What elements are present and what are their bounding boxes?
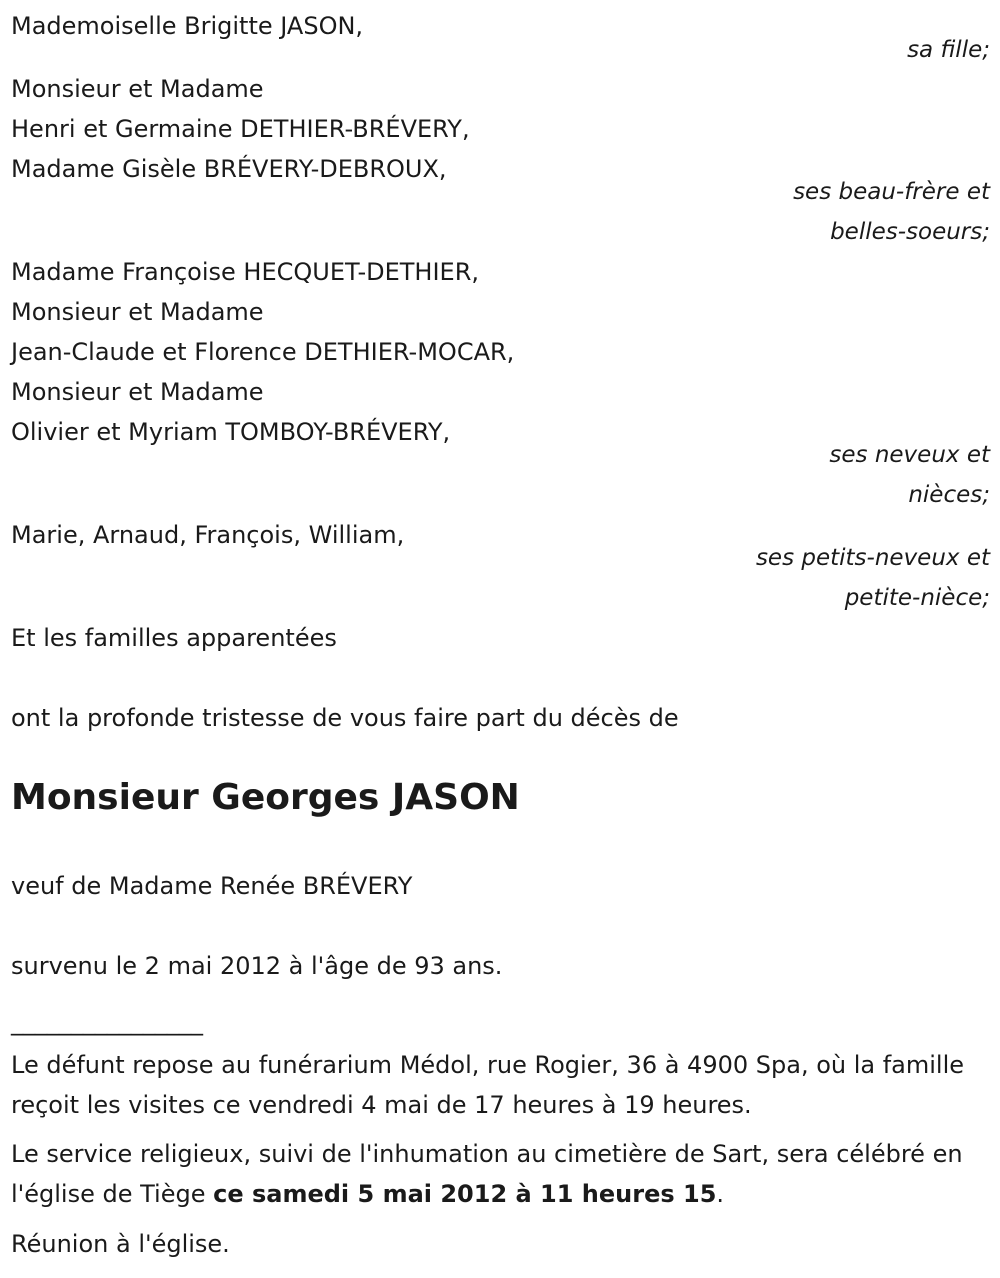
grand-nephew-line: Marie, Arnaud, François, William, [11,521,405,549]
grand-nephew-relation: petite-nièce; [844,585,990,611]
nephew-line: Monsieur et Madame [11,298,264,326]
in-law-line: Madame Gisèle BRÉVERY-DEBROUX, [11,155,447,183]
in-law-relation: belles-soeurs; [830,219,990,245]
service-text: Le service religieux, suivi de l'inhumation au cimetière de Sart, sera célébré en l'église de Tiège [11,1140,963,1208]
widower-text: veuf de Madame Renée BRÉVERY [11,872,413,900]
nephew-relation: ses neveux et [829,442,990,468]
nephew-relation: nièces; [908,482,990,508]
nephew-line: Monsieur et Madame [11,378,264,406]
service-date: ce samedi 5 mai 2012 à 11 heures 15 [213,1180,717,1208]
in-law-line: Monsieur et Madame [11,75,264,103]
nephew-line: Jean-Claude et Florence DETHIER-MOCAR, [11,338,515,366]
meeting-text: Réunion à l'église. [11,1230,230,1258]
in-law-line: Henri et Germaine DETHIER-BRÉVERY, [11,115,470,143]
nephew-line: Madame Françoise HECQUET-DETHIER, [11,258,480,286]
deceased-name: Monsieur Georges JASON [11,777,520,818]
daughter-relation: sa fille; [907,37,990,63]
death-date-text: survenu le 2 mai 2012 à l'âge de 93 ans. [11,952,503,980]
nephew-line: Olivier et Myriam TOMBOY-BRÉVERY, [11,418,451,446]
grand-nephew-relation: ses petits-neveux et [755,545,990,571]
announcement-text: ont la profonde tristesse de vous faire part du décès de [11,704,679,732]
in-law-relation: ses beau-frère et [793,179,990,205]
daughter-name: Mademoiselle Brigitte JASON, [11,12,364,40]
other-families: Et les familles apparentées [11,624,337,652]
separator: ________________ [11,1008,203,1036]
rest-details: Le défunt repose au funérarium Médol, rue Rogier, 36 à 4900 Spa, où la famille reçoit les visites ce vendredi 4 mai de 17 heures à 19 heures. [11,1051,965,1119]
service-details [11,1134,986,1214]
service-end: . [716,1180,725,1208]
